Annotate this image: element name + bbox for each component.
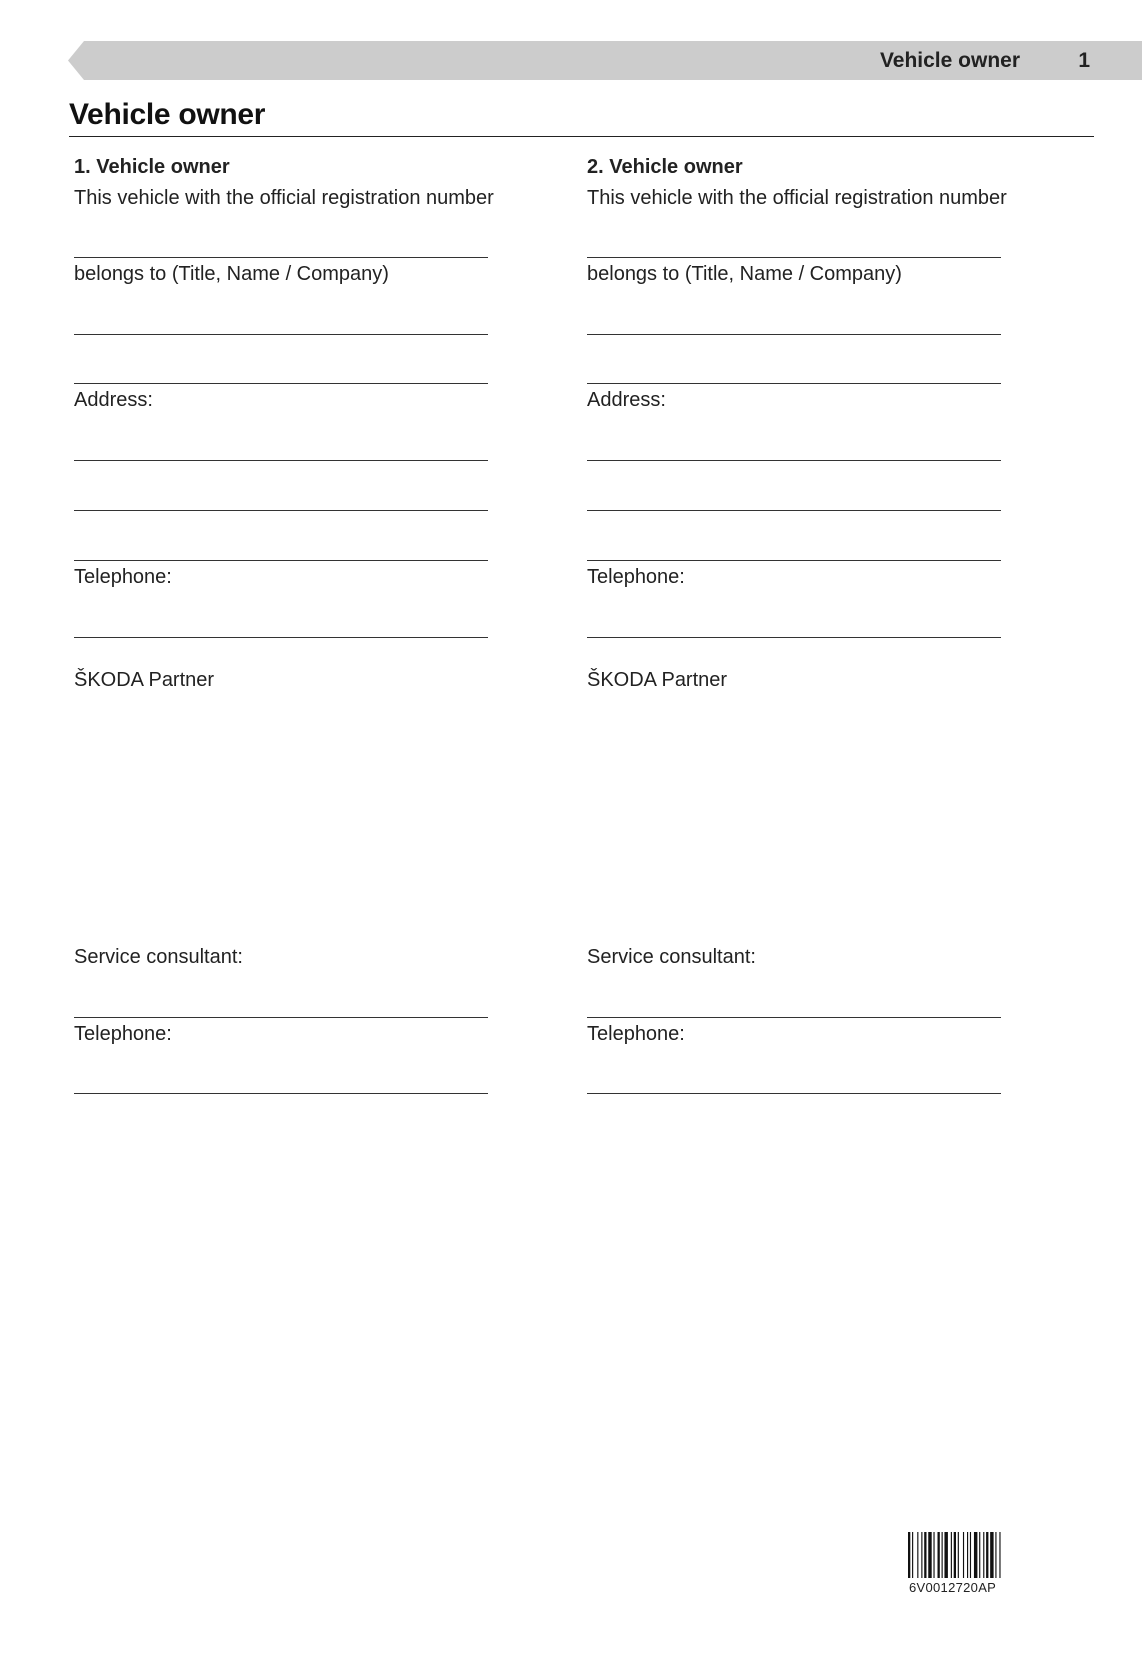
barcode-bar (958, 1532, 959, 1578)
address-label: Address: (587, 389, 666, 411)
service-consultant-field[interactable] (587, 1017, 1001, 1018)
owner-name-field-line-2[interactable] (587, 383, 1001, 384)
owner-title: 2. Vehicle owner (587, 156, 743, 178)
barcode-bar (967, 1532, 968, 1578)
telephone-label: Telephone: (74, 566, 172, 588)
belongs-to-label: belongs to (Title, Name / Company) (74, 263, 389, 285)
skoda-partner-label: ŠKODA Partner (74, 669, 215, 691)
service-consultant-field[interactable] (74, 1017, 488, 1018)
barcode-bar (908, 1532, 910, 1578)
barcode-bar (970, 1532, 971, 1578)
registration-number-field[interactable] (74, 257, 488, 258)
barcode-bar (990, 1532, 993, 1578)
owner-title: 1. Vehicle owner (74, 156, 230, 178)
chapter-number: 1 (1078, 49, 1090, 72)
chapter-tab-title: Vehicle owner (879, 49, 1020, 72)
barcode-bar (999, 1532, 1000, 1578)
barcode-bar (924, 1532, 926, 1578)
barcode-bar (983, 1532, 984, 1578)
registration-text: This vehicle with the official registration number (74, 187, 494, 209)
barcode-number: 6V0012720AP (909, 1580, 997, 1595)
barcode-bar (995, 1532, 996, 1578)
address-field-line-3[interactable] (587, 560, 1001, 561)
barcode-bar (912, 1532, 913, 1578)
consultant-telephone-label: Telephone: (74, 1023, 172, 1045)
service-consultant-label: Service consultant: (587, 946, 756, 968)
chapter-tab (68, 41, 1142, 80)
telephone-label: Telephone: (587, 566, 685, 588)
barcode-bar (979, 1532, 980, 1578)
owner-name-field-line-1[interactable] (587, 334, 1001, 335)
owner-name-field-line-2[interactable] (74, 383, 488, 384)
registration-text: This vehicle with the official registration number (587, 187, 1007, 209)
barcode-bar (917, 1532, 918, 1578)
consultant-telephone-field[interactable] (74, 1093, 488, 1094)
address-field-line-2[interactable] (74, 510, 488, 511)
barcode-bar (938, 1532, 940, 1578)
belongs-to-label: belongs to (Title, Name / Company) (587, 263, 902, 285)
barcode-bar (986, 1532, 988, 1578)
page-title: Vehicle owner (69, 98, 266, 131)
telephone-field[interactable] (587, 637, 1001, 638)
barcode-bar (974, 1532, 977, 1578)
barcode-bar (944, 1532, 947, 1578)
address-field-line-1[interactable] (587, 460, 1001, 461)
barcode-bar (921, 1532, 922, 1578)
address-field-line-3[interactable] (74, 560, 488, 561)
barcode-icon (908, 1532, 1063, 1578)
barcode-bar (933, 1532, 934, 1578)
address-label: Address: (74, 389, 153, 411)
barcode-bar (963, 1532, 964, 1578)
heading-divider (69, 136, 1094, 137)
barcode-bar (951, 1532, 952, 1578)
owner-name-field-line-1[interactable] (74, 334, 488, 335)
barcode-bar (954, 1532, 956, 1578)
address-field-line-1[interactable] (74, 460, 488, 461)
address-field-line-2[interactable] (587, 510, 1001, 511)
service-consultant-label: Service consultant: (74, 946, 243, 968)
barcode-bar (942, 1532, 943, 1578)
barcode-bar (928, 1532, 931, 1578)
consultant-telephone-field[interactable] (587, 1093, 1001, 1094)
registration-number-field[interactable] (587, 257, 1001, 258)
consultant-telephone-label: Telephone: (587, 1023, 685, 1045)
telephone-field[interactable] (74, 637, 488, 638)
skoda-partner-label: ŠKODA Partner (587, 669, 728, 691)
